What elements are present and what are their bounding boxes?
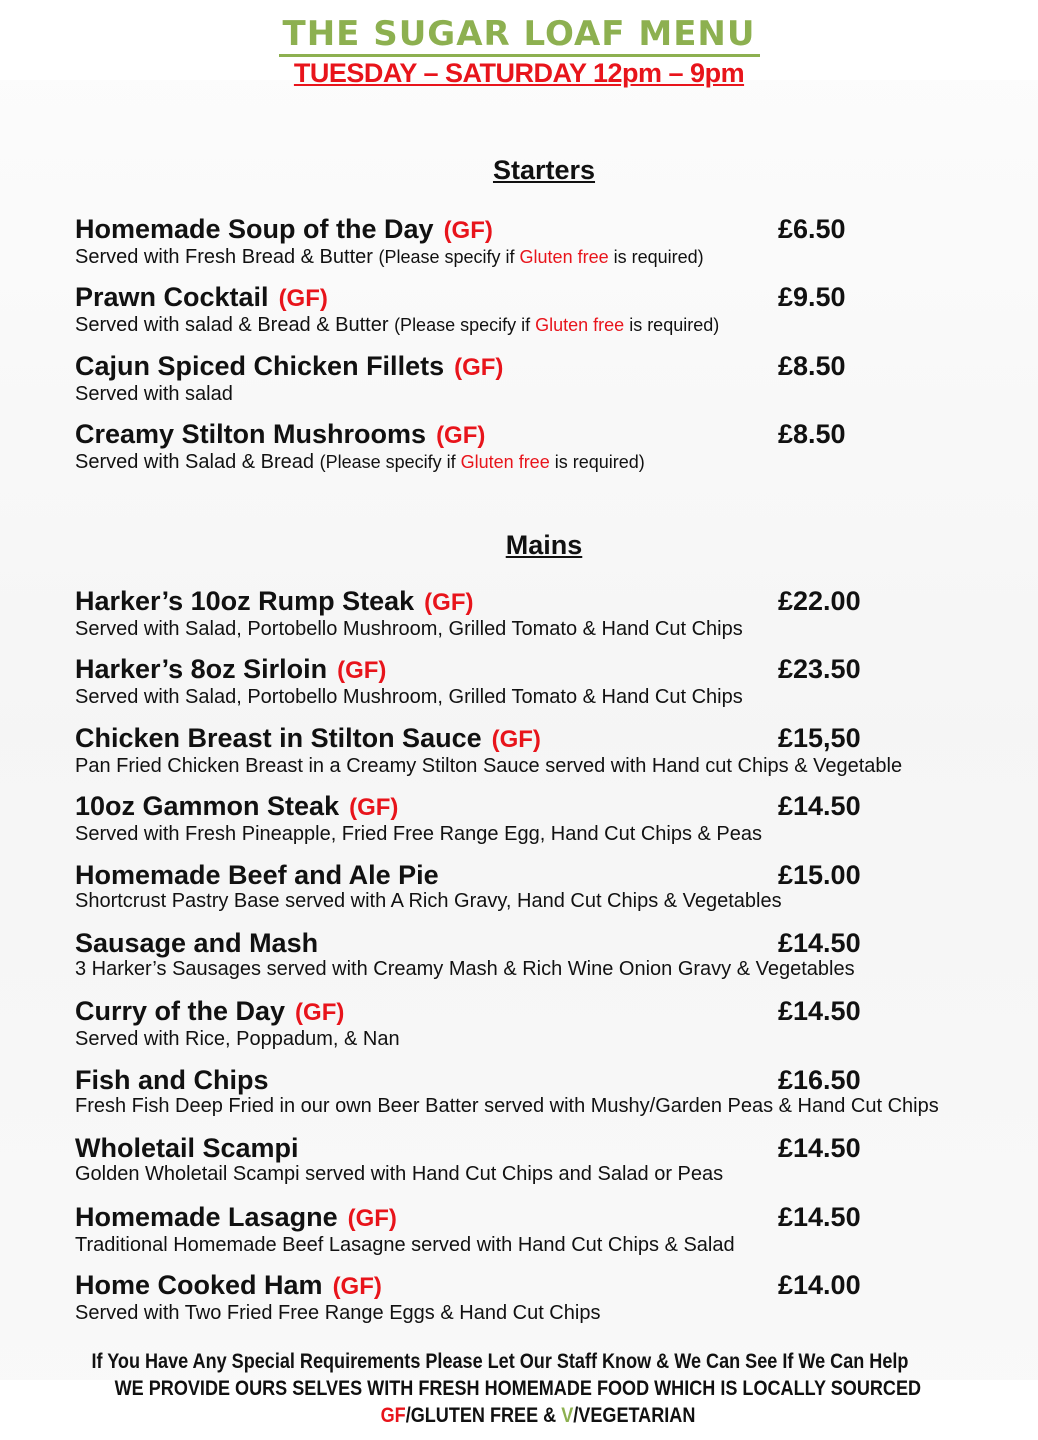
item-description: Traditional Homemade Beef Lasagne served with Hand Cut Chips & Salad — [75, 1233, 735, 1256]
gluten-free-note: (Please specify if Gluten free is required) — [378, 247, 704, 267]
item-name: Creamy Stilton Mushrooms — [75, 419, 427, 450]
item-description: Served with Fresh Bread & Butter (Please specify if Gluten free is required) — [75, 246, 704, 268]
menu-item — [75, 928, 1015, 996]
starters-list — [75, 214, 1015, 488]
item-description: Served with Salad, Portobello Mushroom, Grilled Tomato & Hand Cut Chips — [75, 618, 743, 640]
item-name: Chicken Breast in Stilton Sauce — [75, 722, 482, 753]
item-price: £14.50 — [778, 791, 861, 822]
gluten-free-badge: (GF) — [332, 1272, 382, 1300]
item-name: Harker’s 10oz Rump Steak — [75, 586, 415, 616]
gluten-free-badge: (GF) — [443, 217, 493, 244]
menu-item — [75, 1133, 1015, 1201]
item-name: Wholetail Scampi — [75, 1133, 299, 1164]
item-name: Home Cooked Ham — [75, 1269, 323, 1300]
item-name: 10oz Gammon Steak — [75, 791, 340, 822]
menu-item — [75, 351, 1015, 419]
item-price: £8.50 — [778, 419, 846, 450]
item-name: Harker’s 8oz Sirloin — [75, 654, 328, 685]
menu-item — [75, 1065, 1015, 1133]
item-name: Cajun Spiced Chicken Fillets — [75, 350, 445, 381]
item-description: Shortcrust Pastry Base served with A Rich Gravy, Hand Cut Chips & Vegetables — [75, 889, 782, 912]
item-price: £16.50 — [778, 1064, 861, 1095]
item-name: Homemade Lasagne — [75, 1201, 338, 1232]
menu-item — [75, 282, 1015, 350]
item-price: £6.50 — [778, 214, 846, 244]
mains-heading: Mains — [505, 530, 583, 560]
gluten-free-note: (Please specify if Gluten free is required) — [394, 315, 720, 336]
gluten-free-badge: (GF) — [454, 353, 504, 381]
item-description: 3 Harker’s Sausages served with Creamy Mash & Rich Wine Onion Gravy & Vegetables — [75, 957, 855, 980]
item-price: £15,50 — [778, 722, 861, 753]
item-description: Served with Rice, Poppadum, & Nan — [75, 1028, 400, 1051]
menu-item — [75, 723, 1015, 791]
gluten-free-badge: (GF) — [436, 422, 486, 450]
item-name: Homemade Beef and Ale Pie — [75, 859, 439, 890]
footer-requirements: If You Have Any Special Requirements Please Let Our Staff Know & We Can See If We Can Help — [91, 1350, 909, 1373]
menu-item — [75, 1202, 1015, 1270]
gluten-free-note: (Please specify if Gluten free is required) — [319, 452, 645, 473]
item-price: £14.00 — [778, 1269, 861, 1300]
mains-list — [75, 586, 1015, 1338]
gluten-free-badge: (GF) — [491, 725, 541, 753]
menu-item — [75, 791, 1015, 859]
item-description: Pan Fried Chicken Breast in a Creamy Stilton Sauce served with Hand cut Chips & Vegetable — [75, 754, 903, 777]
item-description: Served with Salad, Portobello Mushroom, Grilled Tomato & Hand Cut Chips — [75, 686, 743, 709]
item-price: £14.50 — [778, 927, 861, 958]
menu-item — [75, 1270, 1015, 1338]
item-name: Sausage and Mash — [75, 927, 319, 958]
item-description: Golden Wholetail Scampi served with Hand Cut Chips and Salad or Peas — [75, 1163, 724, 1186]
item-name: Prawn Cocktail — [75, 282, 269, 313]
gluten-free-badge: (GF) — [278, 285, 328, 313]
gluten-free-badge: (GF) — [349, 794, 399, 822]
menu-title: THE SUGAR LOAF MENU — [0, 14, 1038, 54]
menu-item — [75, 586, 1015, 654]
menu-item — [75, 654, 1015, 722]
item-name: Homemade Soup of the Day — [75, 214, 434, 244]
footer-local-food: WE PROVIDE OURS SELVES WITH FRESH HOMEMADE FOOD WHICH IS LOCALLY SOURCED — [114, 1377, 922, 1400]
item-price: £14.50 — [778, 1201, 861, 1232]
item-price: £15.00 — [778, 859, 861, 890]
item-price: £8.50 — [778, 350, 846, 381]
item-description: Served with salad — [75, 382, 233, 405]
starters-heading: Starters — [492, 155, 596, 185]
opening-hours: TUESDAY – SATURDAY 12pm – 9pm — [293, 58, 745, 88]
item-description: Served with Salad & Bread (Please specify if Gluten free is required) — [75, 451, 645, 474]
item-name: Fish and Chips — [75, 1064, 269, 1095]
item-description: Served with Two Fried Free Range Eggs & Hand Cut Chips — [75, 1301, 601, 1324]
item-description: Fresh Fish Deep Fried in our own Beer Batter served with Mushy/Garden Peas & Hand Cut Chips — [75, 1094, 939, 1117]
item-description: Served with salad & Bread & Butter (Please specify if Gluten free is required) — [75, 314, 720, 337]
menu-item — [75, 996, 1015, 1064]
gluten-free-badge: (GF) — [347, 1204, 397, 1232]
gluten-free-badge: (GF) — [424, 589, 474, 616]
item-description: Served with Fresh Pineapple, Fried Free Range Egg, Hand Cut Chips & Peas — [75, 823, 763, 846]
gluten-free-badge: (GF) — [295, 999, 345, 1027]
item-price: £14.50 — [778, 996, 861, 1027]
item-price: £9.50 — [778, 282, 846, 313]
item-price: £14.50 — [778, 1133, 861, 1164]
footer-legend: GF/GLUTEN FREE & V/VEGETARIAN — [380, 1404, 696, 1427]
menu-item — [75, 214, 1015, 282]
item-name: Curry of the Day — [75, 996, 286, 1027]
menu-item — [75, 860, 1015, 928]
gluten-free-badge: (GF) — [337, 657, 387, 685]
item-price: £23.50 — [778, 654, 861, 685]
menu-item — [75, 419, 1015, 487]
item-price: £22.00 — [778, 586, 861, 616]
